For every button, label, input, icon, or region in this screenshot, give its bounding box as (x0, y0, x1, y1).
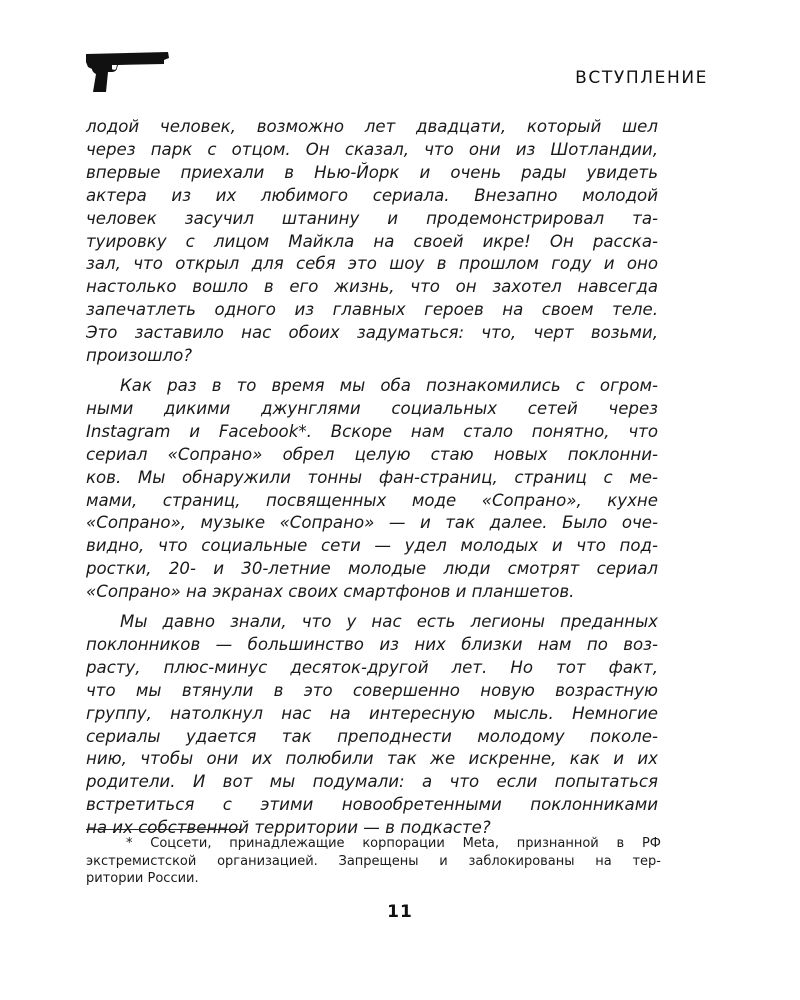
text-line: «Сопрано» на экранах своих смартфонов и планшетов. (86, 582, 575, 602)
paragraph (86, 116, 658, 368)
text-line: родители. И вот мы подумали: а что если попытаться (86, 772, 658, 792)
text-line: настолько вошло в его жизнь, что он захотел навсегда (86, 277, 658, 297)
text-line: Как раз в то время мы оба познакомились с огром- (120, 375, 658, 395)
text-line: Это заставило нас обоих задуматься: что, черт возьми, (86, 323, 658, 343)
text-line: встретиться с этими новообретенными поклонниками (86, 795, 658, 815)
body-text (86, 116, 658, 840)
page-number: 11 (387, 902, 413, 922)
text-line: запечатлеть одного из главных героев на своем теле. (86, 300, 658, 320)
text-line: через парк с отцом. Он сказал, что они из Шотландии, (86, 139, 658, 159)
paragraph (86, 375, 658, 604)
text-line: актера из их любимого сериала. Внезапно молодой (86, 185, 658, 205)
text-line: нию, чтобы они их полюбили так же искренне, как и их (86, 749, 658, 769)
text-line: сериалы удается так преподнести молодому поколе- (86, 726, 658, 746)
text-line: Instagram и Facebook*. Вскоре нам стало понятно, что (86, 421, 658, 441)
text-line: сериал «Сопрано» обрел целую стаю новых поклонни- (86, 444, 658, 464)
text-line: мами, страниц, посвященных моде «Сопрано», кухне (86, 490, 658, 510)
text-line: «Сопрано», музыке «Сопрано» — и так далее. Было оче- (86, 513, 658, 533)
footnote-line: * Соцсети, принадлежащие корпорации Meta, признанной в РФ (126, 836, 661, 851)
text-line: что мы втянули в это совершенно новую возрастную (86, 680, 658, 700)
text-line: зал, что открыл для себя это шоу в прошлом году и оно (86, 254, 658, 274)
text-line: произошло? (86, 346, 193, 366)
pistol-icon (84, 48, 170, 94)
text-line: группу, натолкнул нас на интересную мысль. Немногие (86, 703, 658, 723)
text-line: ростки, 20- и 30-летние молодые люди смотрят сериал (86, 559, 658, 579)
text-line: ков. Мы обнаружили тонны фан-страниц, страниц с ме- (86, 467, 658, 487)
text-line: туировку с лицом Майкла на своей икре! Он расска- (86, 231, 658, 251)
text-line: ными дикими джунглями социальных сетей через (86, 398, 658, 418)
text-line: расту, плюс-минус десяток-другой лет. Но тот факт, (86, 657, 658, 677)
text-line: человек засучил штанину и продемонстрировал та- (86, 208, 658, 228)
footnote-line: экстремистской организацией. Запрещены и заблокированы на тер- (86, 853, 661, 869)
footnote-divider (86, 829, 242, 830)
footnote-line: ритории России. (86, 871, 199, 886)
text-line: на их собственной территории — в подкасте? (86, 818, 491, 838)
text-line: Мы давно знали, что у нас есть легионы преданных (120, 612, 658, 632)
footnote (86, 835, 661, 888)
paragraph (86, 611, 658, 840)
text-line: лодой человек, возможно лет двадцати, который шел (86, 117, 658, 136)
text-line: видно, что социальные сети — удел молодых и что под- (86, 536, 658, 556)
text-line: поклонников — большинство из них близки нам по воз- (86, 634, 658, 654)
running-header-title: ВСТУПЛЕНИЕ (575, 68, 708, 88)
text-line: впервые приехали в Нью-Йорк и очень рады увидеть (86, 162, 658, 182)
